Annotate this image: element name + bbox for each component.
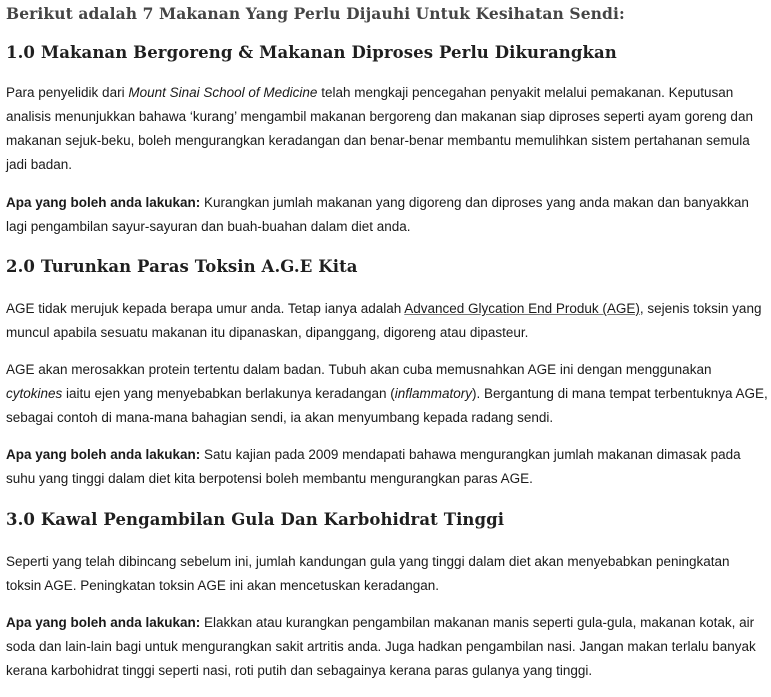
section-2-action (6, 443, 768, 491)
action-label: Apa yang boleh anda lakukan: (6, 615, 201, 630)
action-text: Elakkan atau kurangkan pengambilan makanan manis seperti gula-gula, makanan kotak, air soda dan lain-lain bagi untuk mengurangkan sakit artritis anda. Juga hadkan pengambilan nasi. Jangan makan terlalu banyak kerana karbohidrat tinggi seperti nasi, roti putih dan sebagainya kerana paras gulanya yang tinggi. (6, 615, 756, 678)
text-span: Para penyelidik dari (6, 85, 129, 100)
text-span: ). Bergantung di mana tempat terbentuknya AGE, sebagai contoh di mana-mana bahagian sendi, ia akan menyumbang kepada radang sendi. (6, 386, 768, 425)
section-3-heading: 3.0 Kawal Pengambilan Gula Dan Karbohidrat Tinggi (6, 510, 505, 529)
institution-name: Mount Sinai School of Medicine (128, 85, 318, 100)
section-2-heading: 2.0 Turunkan Paras Toksin A.G.E Kita (6, 257, 358, 276)
intro-heading: Berikut adalah 7 Makanan Yang Perlu Dijauhi Untuk Kesihatan Sendi: (6, 4, 625, 23)
age-link[interactable]: Advanced Glycation End Produk (AGE) (404, 301, 640, 316)
text-span: telah mengkaji pencegahan penyakit melalui pemakanan. Keputusan analisis menunjukkan bahawa ‘kurang’ mengambil makanan bergoreng dan makanan siap diproses seperti ayam goreng dan makanan sejuk-beku, boleh mengurangkan keradangan dan benar-benar membantu memulihkan sistem pertahanan semula jadi badan. (6, 85, 753, 172)
text-span: iaitu ejen yang menyebabkan berlakunya keradangan ( (62, 386, 395, 401)
section-1-heading: 1.0 Makanan Bergoreng & Makanan Diproses Perlu Dikurangkan (6, 43, 617, 62)
text-span: AGE akan merosakkan protein tertentu dalam badan. Tubuh akan cuba memusnahkan AGE ini dengan menggunakan (6, 362, 712, 377)
italic-term: cytokines (6, 386, 63, 401)
section-1-paragraph-1 (6, 81, 768, 177)
section-1-action (6, 191, 768, 239)
section-2-paragraph-1 (6, 297, 768, 345)
action-text: Satu kajian pada 2009 mendapati bahawa mengurangkan jumlah makanan dimasak pada suhu yang tinggi dalam diet kita berpotensi boleh membantu mengurangkan paras AGE. (6, 447, 741, 486)
article-body (6, 0, 768, 683)
section-2-paragraph-2 (6, 358, 768, 430)
text-span: AGE tidak merujuk kepada berapa umur anda. Tetap ianya adalah (6, 301, 405, 316)
text-span: , sejenis toksin yang muncul apabila sesuatu makanan itu dipanaskan, dipanggang, digoreng atau dipasteur. (6, 301, 762, 340)
section-3-action (6, 611, 768, 683)
section-3-paragraph-1: Seperti yang telah dibincang sebelum ini, jumlah kandungan gula yang tinggi dalam diet akan menyebabkan peningkatan toksin AGE. Peningkatan toksin AGE ini akan mencetuskan keradangan. (6, 554, 730, 593)
action-label: Apa yang boleh anda lakukan: (6, 195, 201, 210)
action-text: Kurangkan jumlah makanan yang digoreng dan diproses yang anda makan dan banyakkan lagi pengambilan sayur-sayuran dan buah-buahan dalam diet anda. (6, 195, 749, 234)
action-label: Apa yang boleh anda lakukan: (6, 447, 201, 462)
italic-term: inflammatory (394, 386, 473, 401)
